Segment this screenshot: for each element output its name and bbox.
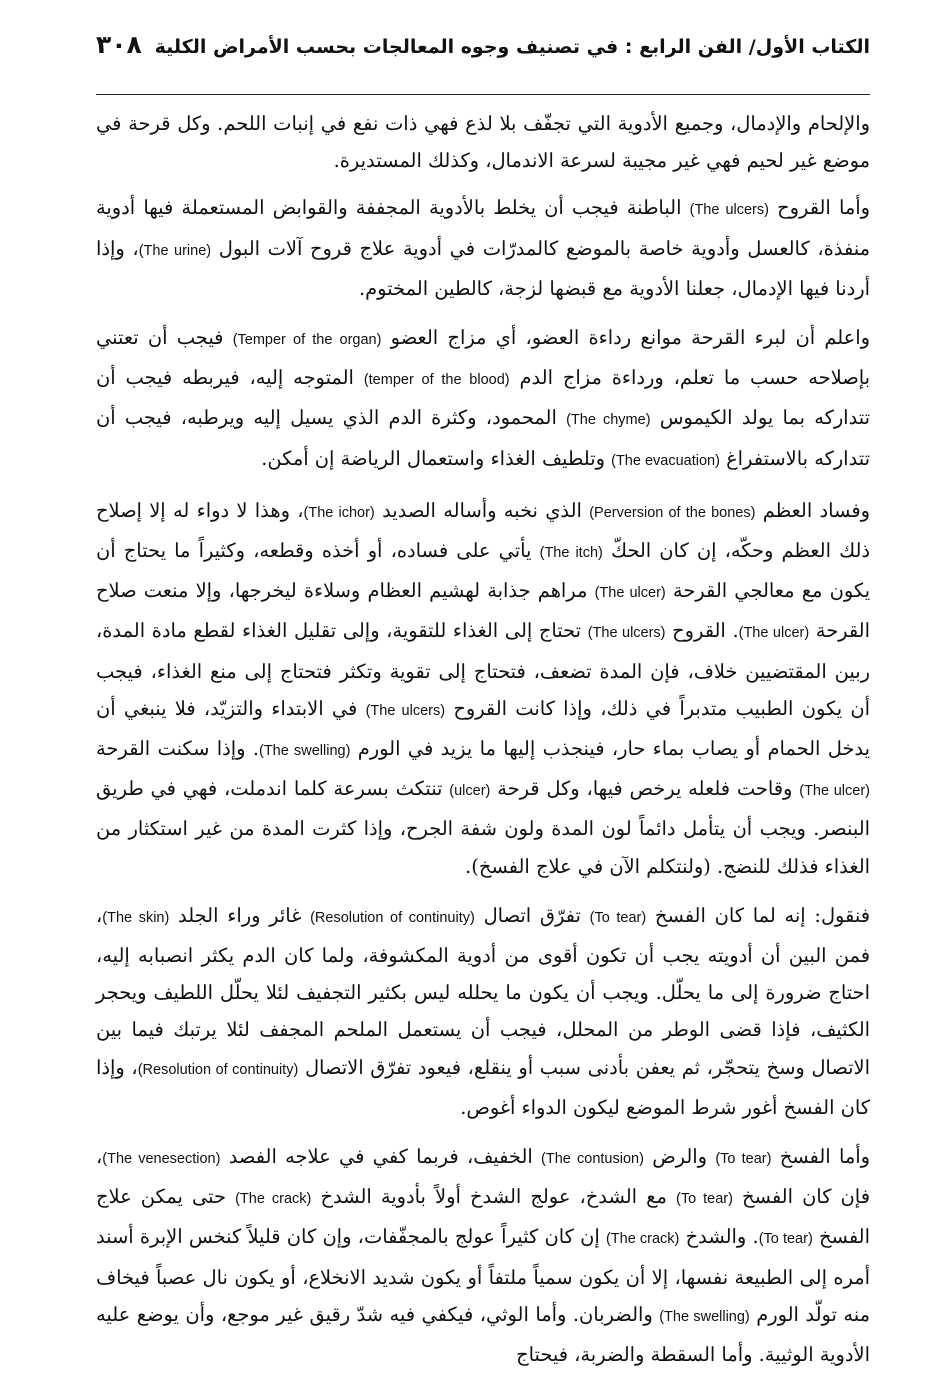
paragraph — [96, 319, 870, 480]
arabic-text: تفرّق اتصال — [474, 903, 590, 927]
book-page — [96, 30, 871, 1367]
arabic-text: مراهم جذابة لهشيم العظام وسلاءة ليخرجها، وإلا منعت صلاح القرحة — [96, 579, 870, 643]
english-gloss: (The evacuation) — [611, 452, 720, 469]
english-gloss: (The venesection) — [102, 1151, 221, 1168]
arabic-text: ، فمن البين أن أدويته يجب أن تكون أقوى من أدوية المكشوفة، ولما كان الدم يكثر انصبابه إليه، احتاج ضرورة إلى ما يحلّل. ويجب أن يكون ما يحلله ليس بكثير التجفيف لئلا يحلّل اللطيف ويحجر الكثيف، فإذا قضى الوطر من المحلل، فيجب أن يستعمل الملحم المجفف لئلا يرتبك فيما بين الاتصال وسخ يتحجّر، ثم يعفن بأدنى سبب أو ينقلع، فيعود تفرّق الاتصال — [96, 903, 871, 1079]
header-rule — [96, 94, 870, 95]
arabic-text: في الابتداء والتزيّد، فلا ينبغي أن يدخل الحمام أو يصاب بماء حار، فينجذب إليها ما يزيد في الورم — [96, 696, 870, 761]
arabic-text: حتى يمكن علاج الفسخ — [96, 1185, 870, 1249]
arabic-text: الذي نخبه وأساله الصديد — [374, 498, 590, 522]
english-gloss: (The ulcers) — [365, 702, 446, 719]
english-gloss: (To tear) — [758, 1231, 813, 1248]
page-number: ٣٠٨ — [96, 30, 142, 59]
body-text — [96, 105, 870, 1373]
english-gloss: (The swelling) — [259, 743, 351, 760]
arabic-text: والضربان. وأما الوثي، فيكفي فيه شدّ رقيق غير موجع، وأن يوضع عليه الأدوية الوثيية. وأما السقطة والضربة، فيحتاج — [96, 1302, 870, 1367]
arabic-text: . القروح — [665, 619, 739, 643]
english-gloss: (The swelling) — [659, 1308, 750, 1325]
arabic-text: ، وهذا لا دواء له إلا إصلاح ذلك العظم وحكّه، إن كان الحكّ — [96, 498, 870, 563]
english-gloss: (The ulcers) — [587, 625, 666, 642]
english-gloss: (Perversion of the bones) — [589, 504, 756, 521]
english-gloss: (Resolution of continuity) — [137, 1061, 299, 1078]
arabic-text: فنقول: إنه لما كان الفسخ — [646, 903, 870, 927]
english-gloss: (temper of the blood) — [363, 372, 510, 389]
english-gloss: (ulcer) — [449, 783, 491, 800]
english-gloss: (To tear) — [715, 1151, 772, 1168]
arabic-text: المتوجه إليه، فيربطه فيجب أن تتداركه بما يولد الكيموس — [96, 366, 871, 430]
english-gloss: (The ulcer) — [738, 625, 810, 642]
paragraph — [96, 897, 870, 1126]
arabic-text: والإلحام والإدمال، وجميع الأدوية التي تجفّف بلا لذع فهي ذات نفع في إنبات اللحم. وكل قرحة في موضع غير لحيم فهي غير مجيبة لسرعة الاندمال، وكذلك المستديرة. — [96, 112, 870, 173]
arabic-text: فيجب أن تعتني بإصلاحه حسب ما تعلم، ورداءة مزاج الدم — [96, 326, 870, 390]
arabic-text: تنتكث بسرعة كلما اندملت، فهي في طريق البنصر. ويجب أن يتأمل دائماً لون المدة ولون شفة الجرح، وإذا كثرت المدة من غير استكثار من الغذاء فذلك للنضج. (ولنتكلم الآن في علاج الفسخ). — [96, 777, 870, 878]
arabic-text: إن كان كثيراً عولج بالمجفّفات، وإن كان قليلاً كنخس الإبرة أسند أمره إلى الطبيعة نفسها، إلا أن يكون سمياً ملتفاً أو يكون شديد الانخلاع، أو يكون نال عصباً فيخاف منه تولّد الورم — [96, 1225, 870, 1326]
arabic-text: وأما الفسخ — [771, 1145, 870, 1169]
arabic-text: تحتاج إلى الغذاء للتقوية، وإلى تقليل الغذاء لقطع مادة المدة، ربين المقتضيين خلاف، فإن المدة تضعف، فتحتاج إلى تقوية وتكثر فتحتاج إلى منع الغذاء، فيجب أن يكون الطبيب متدبراً في ذلك، وإذا كانت القروح — [96, 619, 870, 720]
english-gloss: (The ulcer) — [799, 783, 870, 800]
arabic-text: وقاحت فلعله يرخص فيها، وكل قرحة — [490, 777, 800, 801]
english-gloss: (The chyme) — [566, 412, 651, 429]
running-title: الكتاب الأول/ الفن الرابع : في تصنيف وجوه المعالجات بحسب الأمراض الكلية — [154, 36, 870, 58]
paragraph — [96, 189, 870, 307]
arabic-text: ، فإن كان الفسخ — [96, 1145, 870, 1209]
arabic-text: يأتي على فساده، أو أخذه وقطعه، وكثيراً ما يحتاج أن يكون مع معالجي القرحة — [96, 539, 871, 603]
english-gloss: (Temper of the organ) — [232, 332, 382, 349]
arabic-text: الباطنة فيجب أن يخلط بالأدوية المجففة والقوابض المستعملة فيها أدوية منفذة، كالعسل وأدوية خاصة بالموضع كالمدرّات في أدوية علاج قروح آلات البول — [96, 196, 870, 260]
english-gloss: (The urine) — [138, 242, 212, 259]
paragraph — [96, 105, 870, 179]
english-gloss: (The crack) — [605, 1231, 680, 1248]
english-gloss: (To tear) — [675, 1191, 733, 1208]
english-gloss: (The skin) — [102, 909, 170, 926]
arabic-text: الخفيف، فربما كفي في علاجه الفصد — [220, 1145, 542, 1169]
arabic-text: غائر وراء الجلد — [169, 903, 311, 927]
english-gloss: (The ulcer) — [594, 585, 666, 602]
arabic-text: وتلطيف الغذاء واستعمال الرياضة إن أمكن. — [261, 446, 612, 470]
arabic-text: . وإذا سكنت القرحة — [96, 737, 259, 761]
english-gloss: (The itch) — [539, 545, 603, 562]
arabic-text: . والشدخ — [679, 1225, 759, 1249]
arabic-text: وفساد العظم — [755, 498, 870, 522]
english-gloss: (The ulcers) — [689, 202, 769, 219]
paragraph — [96, 1138, 870, 1373]
english-gloss: (The ichor) — [303, 504, 375, 521]
arabic-text: واعلم أن لبرء القرحة موانع رداءة العضو، أي مزاج العضو — [381, 326, 870, 350]
arabic-text: والرض — [643, 1145, 716, 1169]
arabic-text: مع الشدخ، عولج الشدخ أولاً بأدوية الشدخ — [311, 1185, 676, 1209]
english-gloss: (The crack) — [235, 1191, 312, 1208]
arabic-text: المحمود، وكثرة الدم الذي يسيل إليه ويرطبه، فيجب أن تتداركه بالاستفراغ — [96, 406, 870, 470]
paragraph — [96, 492, 870, 885]
page-header — [96, 30, 870, 88]
english-gloss: (The contusion) — [541, 1151, 644, 1168]
arabic-text: وأما القروح — [768, 196, 870, 220]
english-gloss: (To tear) — [589, 909, 647, 926]
english-gloss: (Resolution of continuity) — [310, 909, 475, 926]
arabic-text: ، وإذا كان الفسخ أغور شرط الموضع ليكون الدواء أغوص. — [96, 1055, 870, 1119]
arabic-text: ، وإذا أردنا فيها الإدمال، جعلنا الأدوية مع قبضها لزجة، كالطين المختوم. — [96, 236, 870, 300]
